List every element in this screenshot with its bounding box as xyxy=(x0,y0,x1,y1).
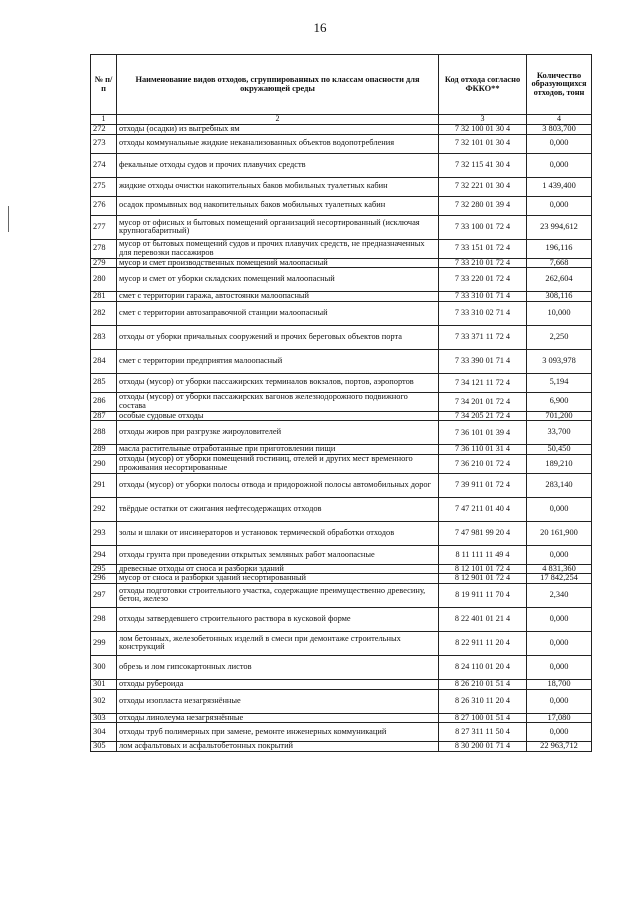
waste-quantity: 0,000 xyxy=(527,497,592,521)
fkko-code: 8 12 901 01 72 4 xyxy=(439,574,527,584)
fkko-code: 7 36 110 01 31 4 xyxy=(439,445,527,455)
header-code: Код отхода согласно ФККО** xyxy=(439,55,527,115)
fkko-code: 7 39 911 01 72 4 xyxy=(439,473,527,497)
table-row xyxy=(91,689,592,713)
row-number: 304 xyxy=(91,723,117,742)
index-qty: 4 xyxy=(527,115,592,125)
waste-quantity: 7,668 xyxy=(527,258,592,268)
row-number: 305 xyxy=(91,742,117,752)
row-number: 287 xyxy=(91,411,117,421)
fkko-code: 7 36 210 01 72 4 xyxy=(439,454,527,473)
table-row xyxy=(91,679,592,689)
fkko-code: 7 33 390 01 71 4 xyxy=(439,349,527,373)
waste-name: отходы линолеума незагрязнённые xyxy=(117,713,439,723)
row-number: 289 xyxy=(91,445,117,455)
fkko-code: 7 33 100 01 72 4 xyxy=(439,215,527,239)
waste-name: отходы грунта при проведении открытых земляных работ малоопасные xyxy=(117,545,439,564)
waste-quantity: 17 842,254 xyxy=(527,574,592,584)
row-number: 283 xyxy=(91,325,117,349)
fkko-code: 7 36 101 01 39 4 xyxy=(439,421,527,445)
waste-name: отходы изопласта незагрязнённые xyxy=(117,689,439,713)
fkko-code: 7 33 371 11 72 4 xyxy=(439,325,527,349)
table-row xyxy=(91,497,592,521)
waste-quantity: 3 093,978 xyxy=(527,349,592,373)
row-number: 303 xyxy=(91,713,117,723)
waste-name: отходы труб полимерных при замене, ремонте инженерных коммуникаций xyxy=(117,723,439,742)
waste-name: обрезь и лом гипсокартонных листов xyxy=(117,655,439,679)
row-number: 299 xyxy=(91,631,117,655)
fkko-code: 8 11 111 11 49 4 xyxy=(439,545,527,564)
waste-quantity: 10,000 xyxy=(527,301,592,325)
waste-name: мусор от офисных и бытовых помещений организаций несортированный (исключая крупногабаритный) xyxy=(117,215,439,239)
table-row xyxy=(91,215,592,239)
fkko-code: 7 33 210 01 72 4 xyxy=(439,258,527,268)
waste-quantity: 4 831,360 xyxy=(527,564,592,574)
waste-quantity: 3 803,700 xyxy=(527,125,592,135)
table-row xyxy=(91,742,592,752)
page-number: 16 xyxy=(313,20,327,35)
fkko-code: 8 22 911 11 20 4 xyxy=(439,631,527,655)
table-row xyxy=(91,258,592,268)
waste-quantity: 0,000 xyxy=(527,655,592,679)
waste-quantity: 0,000 xyxy=(527,631,592,655)
fkko-code: 7 47 211 01 40 4 xyxy=(439,497,527,521)
row-number: 300 xyxy=(91,655,117,679)
waste-name: отходы подготовки строительного участка, содержащие преимущественно древесину, бетон, железо xyxy=(117,583,439,607)
waste-name: отходы затвердевшего строительного раствора в кусковой форме xyxy=(117,607,439,631)
table-row xyxy=(91,196,592,215)
fkko-code: 8 27 311 11 50 4 xyxy=(439,723,527,742)
row-number: 296 xyxy=(91,574,117,584)
table-row xyxy=(91,239,592,258)
waste-name: твёрдые остатки от сжигания нефтесодержащих отходов xyxy=(117,497,439,521)
row-number: 279 xyxy=(91,258,117,268)
table-row xyxy=(91,373,592,392)
row-number: 273 xyxy=(91,134,117,153)
waste-quantity: 33,700 xyxy=(527,421,592,445)
row-number: 291 xyxy=(91,473,117,497)
waste-name: мусор от сноса и разборки зданий несортированный xyxy=(117,574,439,584)
row-number: 292 xyxy=(91,497,117,521)
waste-quantity: 189,210 xyxy=(527,454,592,473)
header-num: № п/п xyxy=(91,55,117,115)
waste-quantity: 0,000 xyxy=(527,196,592,215)
waste-name: мусор от бытовых помещений судов и прочих плавучих средств, не предназначенных для перевозки пассажиров xyxy=(117,239,439,258)
table-row xyxy=(91,583,592,607)
row-number: 274 xyxy=(91,153,117,177)
fkko-code: 7 47 981 99 20 4 xyxy=(439,521,527,545)
fkko-code: 8 24 110 01 20 4 xyxy=(439,655,527,679)
waste-quantity: 0,000 xyxy=(527,723,592,742)
fkko-code: 7 34 121 11 72 4 xyxy=(439,373,527,392)
waste-name: отходы (мусор) от уборки помещений гостиниц, отелей и других мест временного проживания несортированные xyxy=(117,454,439,473)
waste-quantity: 50,450 xyxy=(527,445,592,455)
waste-quantity: 262,604 xyxy=(527,268,592,292)
waste-name: фекальные отходы судов и прочих плавучих средств xyxy=(117,153,439,177)
waste-name: мусор и смет от уборки складских помещений малоопасный xyxy=(117,268,439,292)
table-row xyxy=(91,292,592,302)
fkko-code: 7 32 100 01 30 4 xyxy=(439,125,527,135)
table-row xyxy=(91,723,592,742)
row-number: 298 xyxy=(91,607,117,631)
waste-name: отходы коммунальные жидкие неканализованных объектов водопотребления xyxy=(117,134,439,153)
fkko-code: 8 30 200 01 71 4 xyxy=(439,742,527,752)
table-row xyxy=(91,392,592,411)
index-code: 3 xyxy=(439,115,527,125)
waste-quantity: 20 161,900 xyxy=(527,521,592,545)
table-row xyxy=(91,411,592,421)
table-row xyxy=(91,655,592,679)
fkko-code: 7 34 205 21 72 4 xyxy=(439,411,527,421)
row-number: 280 xyxy=(91,268,117,292)
header-qty: Количество образующихся отходов, тонн xyxy=(527,55,592,115)
fkko-code: 7 34 201 01 72 4 xyxy=(439,392,527,411)
fkko-code: 8 26 310 11 20 4 xyxy=(439,689,527,713)
table-row xyxy=(91,301,592,325)
fkko-code: 7 33 151 01 72 4 xyxy=(439,239,527,258)
fkko-code: 8 27 100 01 51 4 xyxy=(439,713,527,723)
row-number: 275 xyxy=(91,177,117,196)
waste-name: отходы (мусор) от уборки пассажирских вагонов железнодорожного подвижного состава xyxy=(117,392,439,411)
fkko-code: 8 22 401 01 21 4 xyxy=(439,607,527,631)
row-number: 281 xyxy=(91,292,117,302)
table-row xyxy=(91,421,592,445)
waste-name: отходы (мусор) от уборки пассажирских терминалов вокзалов, портов, аэропортов xyxy=(117,373,439,392)
table-row xyxy=(91,268,592,292)
index-num: 1 xyxy=(91,115,117,125)
waste-quantity: 283,140 xyxy=(527,473,592,497)
table-row xyxy=(91,177,592,196)
waste-name: смет с территории автозаправочной станции малоопасный xyxy=(117,301,439,325)
row-number: 297 xyxy=(91,583,117,607)
waste-quantity: 6,900 xyxy=(527,392,592,411)
waste-quantity: 701,200 xyxy=(527,411,592,421)
waste-name: отходы рубероида xyxy=(117,679,439,689)
table-row xyxy=(91,349,592,373)
waste-quantity: 5,194 xyxy=(527,373,592,392)
table-row xyxy=(91,607,592,631)
fkko-code: 7 32 280 01 39 4 xyxy=(439,196,527,215)
row-number: 277 xyxy=(91,215,117,239)
waste-name: особые судовые отходы xyxy=(117,411,439,421)
row-number: 288 xyxy=(91,421,117,445)
table-row xyxy=(91,325,592,349)
waste-quantity: 17,080 xyxy=(527,713,592,723)
table-row xyxy=(91,564,592,574)
waste-name: отходы от уборки причальных сооружений и прочих береговых объектов порта xyxy=(117,325,439,349)
table-row xyxy=(91,631,592,655)
row-number: 295 xyxy=(91,564,117,574)
row-number: 276 xyxy=(91,196,117,215)
header-name: Наименование видов отходов, сгруппированных по классам опасности для окружающей среды xyxy=(117,55,439,115)
row-number: 282 xyxy=(91,301,117,325)
waste-quantity: 18,700 xyxy=(527,679,592,689)
fkko-code: 7 33 220 01 72 4 xyxy=(439,268,527,292)
waste-quantity: 0,000 xyxy=(527,607,592,631)
row-number: 301 xyxy=(91,679,117,689)
waste-name: отходы жиров при разгрузке жироуловителей xyxy=(117,421,439,445)
row-number: 290 xyxy=(91,454,117,473)
waste-quantity: 23 994,612 xyxy=(527,215,592,239)
waste-quantity: 2,250 xyxy=(527,325,592,349)
waste-name: масла растительные отработанные при приготовлении пищи xyxy=(117,445,439,455)
table-row xyxy=(91,473,592,497)
table-row xyxy=(91,134,592,153)
fkko-code: 7 32 101 01 30 4 xyxy=(439,134,527,153)
waste-table xyxy=(90,54,592,752)
row-number: 278 xyxy=(91,239,117,258)
waste-name: лом бетонных, железобетонных изделий в смеси при демонтаже строительных конструкций xyxy=(117,631,439,655)
table-row xyxy=(91,125,592,135)
table-body xyxy=(91,125,592,752)
waste-name: мусор и смет производственных помещений малоопасный xyxy=(117,258,439,268)
waste-quantity: 0,000 xyxy=(527,545,592,564)
waste-name: древесные отходы от сноса и разборки зданий xyxy=(117,564,439,574)
row-number: 286 xyxy=(91,392,117,411)
table-row xyxy=(91,445,592,455)
table-row xyxy=(91,521,592,545)
table-row xyxy=(91,713,592,723)
table-row xyxy=(91,545,592,564)
fkko-code: 8 12 101 01 72 4 xyxy=(439,564,527,574)
waste-name: смет с территории предприятия малоопасный xyxy=(117,349,439,373)
waste-name: золы и шлаки от инсинераторов и установок термической обработки отходов xyxy=(117,521,439,545)
waste-quantity: 1 439,400 xyxy=(527,177,592,196)
waste-quantity: 308,116 xyxy=(527,292,592,302)
row-number: 293 xyxy=(91,521,117,545)
waste-quantity: 0,000 xyxy=(527,689,592,713)
row-number: 284 xyxy=(91,349,117,373)
row-number: 285 xyxy=(91,373,117,392)
waste-quantity: 0,000 xyxy=(527,153,592,177)
table-row xyxy=(91,574,592,584)
waste-quantity: 196,116 xyxy=(527,239,592,258)
waste-quantity: 2,340 xyxy=(527,583,592,607)
table-row xyxy=(91,454,592,473)
waste-name: смет с территории гаража, автостоянки малоопасный xyxy=(117,292,439,302)
index-name: 2 xyxy=(117,115,439,125)
margin-mark xyxy=(8,206,9,232)
waste-name: отходы (осадки) из выгребных ям xyxy=(117,125,439,135)
waste-name: лом асфальтовых и асфальтобетонных покрытий xyxy=(117,742,439,752)
fkko-code: 7 33 310 01 71 4 xyxy=(439,292,527,302)
waste-name: отходы (мусор) от уборки полосы отвода и придорожной полосы автомобильных дорог xyxy=(117,473,439,497)
waste-quantity: 22 963,712 xyxy=(527,742,592,752)
fkko-code: 8 19 911 11 70 4 xyxy=(439,583,527,607)
fkko-code: 7 32 221 01 30 4 xyxy=(439,177,527,196)
fkko-code: 7 32 115 41 30 4 xyxy=(439,153,527,177)
fkko-code: 7 33 310 02 71 4 xyxy=(439,301,527,325)
row-number: 302 xyxy=(91,689,117,713)
row-number: 294 xyxy=(91,545,117,564)
row-number: 272 xyxy=(91,125,117,135)
waste-name: осадок промывных вод накопительных баков мобильных туалетных кабин xyxy=(117,196,439,215)
waste-quantity: 0,000 xyxy=(527,134,592,153)
waste-name: жидкие отходы очистки накопительных баков мобильных туалетных кабин xyxy=(117,177,439,196)
fkko-code: 8 26 210 01 51 4 xyxy=(439,679,527,689)
table-row xyxy=(91,153,592,177)
